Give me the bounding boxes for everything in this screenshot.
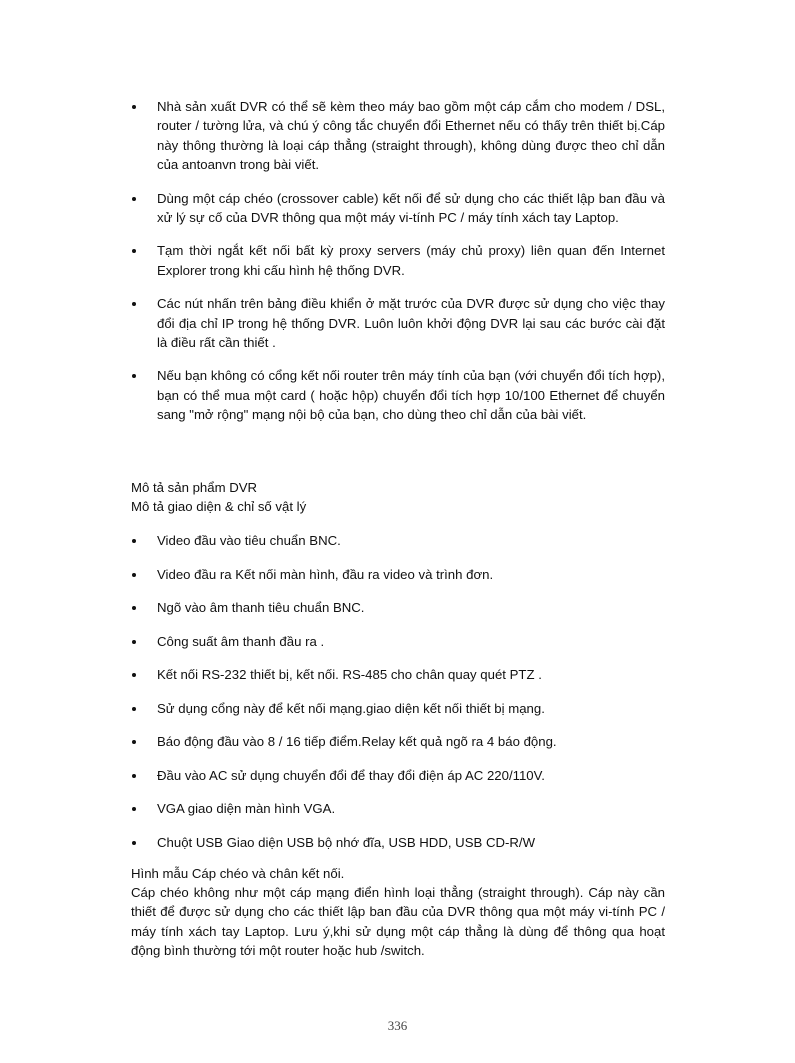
list-item: Các nút nhấn trên bảng điều khiển ở mặt trước của DVR được sử dụng cho việc thay đổi địa chỉ IP trong hệ thống DVR. Luôn luôn khởi động DVR lại sau các bước cài đặt là điều rất cần thiết . bbox=[130, 294, 665, 352]
list-item: Ngõ vào âm thanh tiêu chuẩn BNC. bbox=[130, 598, 665, 632]
list-item: Chuột USB Giao diện USB bộ nhớ đĩa, USB HDD, USB CD-R/W bbox=[130, 833, 665, 867]
list-item: Nhà sản xuất DVR có thể sẽ kèm theo máy bao gồm một cáp cắm cho modem / DSL, router / tường lửa, và chú ý công tắc chuyển đổi Ethernet nếu có thấy trên thiết bị.Cáp này thông thường là loại cáp thẳng (straight through), không dùng được theo chỉ dẫn của antoanvn trong bài viết. bbox=[130, 97, 665, 175]
list-item: Video đầu ra Kết nối màn hình, đầu ra video và trình đơn. bbox=[130, 565, 665, 599]
page-number: 336 bbox=[387, 1018, 408, 1033]
list-item: Công suất âm thanh đầu ra . bbox=[130, 632, 665, 666]
list-item: Tạm thời ngắt kết nối bất kỳ proxy servers (máy chủ proxy) liên quan đến Internet Explorer trong khi cấu hình hệ thống DVR. bbox=[130, 241, 665, 280]
list-item: Kết nối RS-232 thiết bị, kết nối. RS-485 cho chân quay quét PTZ . bbox=[130, 665, 665, 699]
list-item: Nếu bạn không có cổng kết nối router trên máy tính của bạn (với chuyển đổi tích hợp), bạn có thể mua một card ( hoặc hộp) chuyển đổi tích hợp 10/100 Ethernet để chuyển sang "mở rộng" mạng nội bộ của bạn, cho dùng theo chỉ dẫn của bài viết. bbox=[130, 366, 665, 424]
spec-list bbox=[130, 531, 665, 866]
list-item: Đầu vào AC sử dụng chuyển đổi để thay đổi điện áp AC 220/110V. bbox=[130, 766, 665, 800]
list-item: Báo động đầu vào 8 / 16 tiếp điểm.Relay kết quả ngõ ra 4 báo động. bbox=[130, 732, 665, 766]
list-item: Dùng một cáp chéo (crossover cable) kết nối để sử dụng cho các thiết lập ban đầu và xử lý sự cố của DVR thông qua một máy vi-tính PC / máy tính xách tay Laptop. bbox=[130, 189, 665, 228]
list-item: VGA giao diện màn hình VGA. bbox=[130, 799, 665, 833]
list-item: Sử dụng cổng này để kết nối mạng.giao diện kết nối thiết bị mạng. bbox=[130, 699, 665, 733]
cable-heading: Hình mẫu Cáp chéo và chân kết nối. bbox=[131, 866, 345, 881]
spec-heading: Mô tả giao diện & chỉ số vật lý bbox=[131, 499, 307, 514]
list-item: Video đầu vào tiêu chuẩn BNC. bbox=[130, 531, 665, 565]
cable-paragraph: Cáp chéo không như một cáp mạng điển hình loại thẳng (straight through). Cáp này cần thiết để được sử dụng cho các thiết lập ban đầu của DVR thông qua một máy vi-tính PC / máy tính xách tay Laptop. Lưu ý,khi sử dụng một cáp thẳng là dùng để thông qua hoạt động bình thường tới một router hoặc hub /switch. bbox=[131, 885, 665, 959]
product-heading: Mô tả sản phẩm DVR bbox=[131, 480, 258, 495]
dvr-notes-list bbox=[130, 97, 665, 439]
